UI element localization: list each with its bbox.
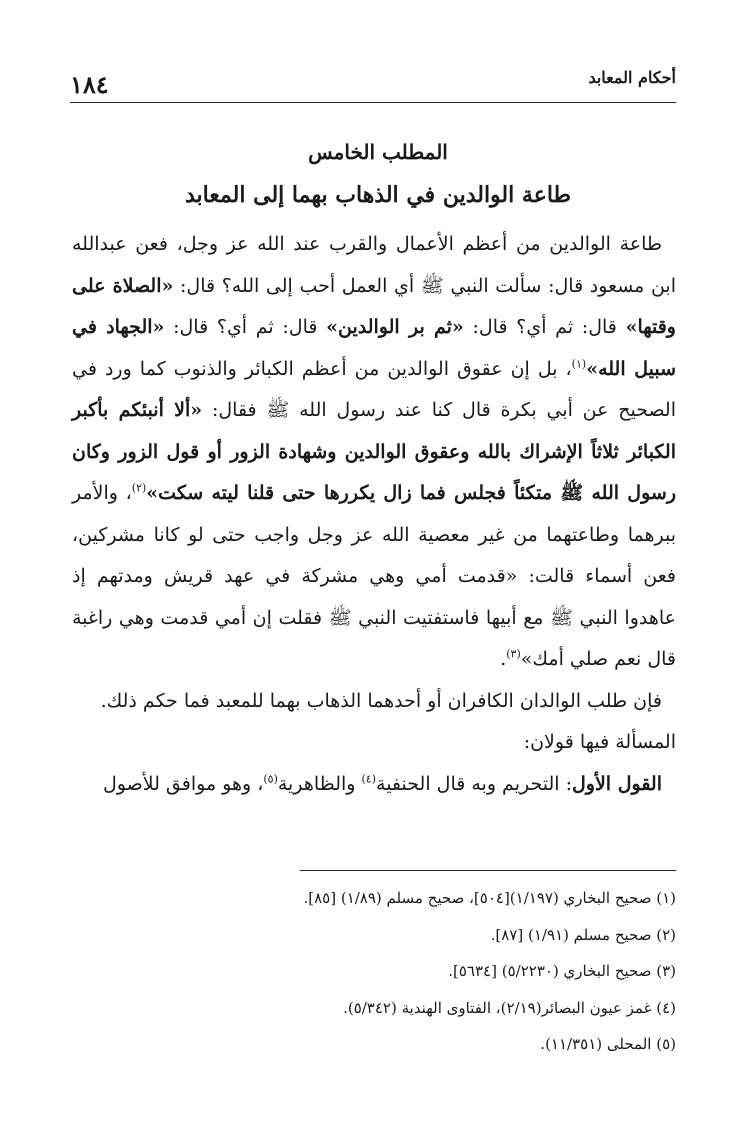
text-run: : التحريم وبه قال الحنفية (376, 772, 572, 795)
hadith-quote: «ألا أنبئكم بأكبر الكبائر ثلاثاً الإشراك بالله وعقوق الوالدين وشهادة الزور أو قول الزور وكان رسول الله ﷺ متكئاً فجلس فما زال يكررها حتى قلنا ليته سكت» (72, 399, 676, 504)
text-run: . (500, 648, 507, 670)
footnote-ref-4: (٤) (361, 772, 377, 786)
hadith-quote: «الجهاد في سبيل الله» (72, 316, 676, 380)
text-run: قال: ثم أي؟ قال: (164, 316, 327, 338)
section-title: المطلب الخامس (308, 140, 448, 164)
text-run: ، والأمر ببرهما وطاعتهما من غير معصية الله عز وجل واجب حتى لو كانا مشركين، فعن أسماء قالت: «قدمت أمي وهي مشركة في عهد قريش ومدتهم إذ عاهدوا النبي ﷺ مع أبيها فاستفتيت النبي ﷺ فقلت إن أمي قدمت وهي راغبة قال نعم صلي أمك» (72, 482, 676, 670)
text-run: طاعة الوالدين من أعظم الأعمال والقرب عند الله عز وجل، فعن عبدالله ابن مسعود قال: سألت النبي ﷺ أي العمل أحب إلى الله؟ قال: (72, 233, 676, 297)
footnote: (٤) غمز عيون البصائر(٢/١٩)، الفتاوى الهندية (٥/٣٤٢). (343, 998, 676, 1017)
footnote-ref-2: (٢) (131, 481, 147, 495)
hadith-quote: «ثم بر الوالدين» (326, 316, 464, 338)
footnotes (72, 880, 676, 1063)
text-run: ، وهو موافق للأصول (103, 772, 264, 795)
paragraph-2: فإن طلب الوالدان الكافران أو أحدهما الذهاب بهما للمعبد فما حكم ذلك. (100, 689, 662, 712)
paragraph-4 (72, 764, 676, 806)
footnote: (٥) المحلى (١١/٣٥١). (540, 1035, 676, 1053)
paragraph-1 (72, 224, 676, 681)
footnote: (١) صحيح البخاري (١/١٩٧)[٥٠٤]، صحيح مسلم (١/٨٩) [٨٥]. (303, 889, 676, 907)
hadith-quote: «الصلاة على وقتها» (72, 274, 676, 338)
page-number: ١٨٤ (70, 70, 109, 99)
footnote-ref-1: (١) (571, 357, 587, 371)
running-title: أحكام المعابد (588, 68, 676, 87)
footnote-ref-3: (٣) (506, 647, 521, 661)
text-run: ، بل إن عقوق الوالدين من أعظم الكبائر والذنوب كما ورد في الصحيح عن أبي بكرة قال كنا عند رسول الله ﷺ فقال: (72, 357, 676, 421)
text-run: قال: ثم أي؟ قال: (463, 316, 626, 338)
main-text (72, 224, 676, 805)
footnote-ref-5: (٥) (263, 772, 278, 786)
footnote-divider (300, 870, 676, 871)
text-run: والظاهرية (277, 772, 362, 795)
page-header (70, 62, 676, 103)
footnote: (٣) صحيح البخاري (٥/٢٢٣٠) [٥٦٣٤]. (448, 962, 676, 980)
footnote: (٢) صحيح مسلم (١/٩١) [٨٧]. (490, 925, 676, 944)
paragraph-3: المسألة فيها قولان: (523, 731, 676, 753)
opinion-heading: القول الأول (571, 772, 662, 795)
section-subtitle: طاعة الوالدين في الذهاب بهما إلى المعابد (184, 182, 572, 208)
